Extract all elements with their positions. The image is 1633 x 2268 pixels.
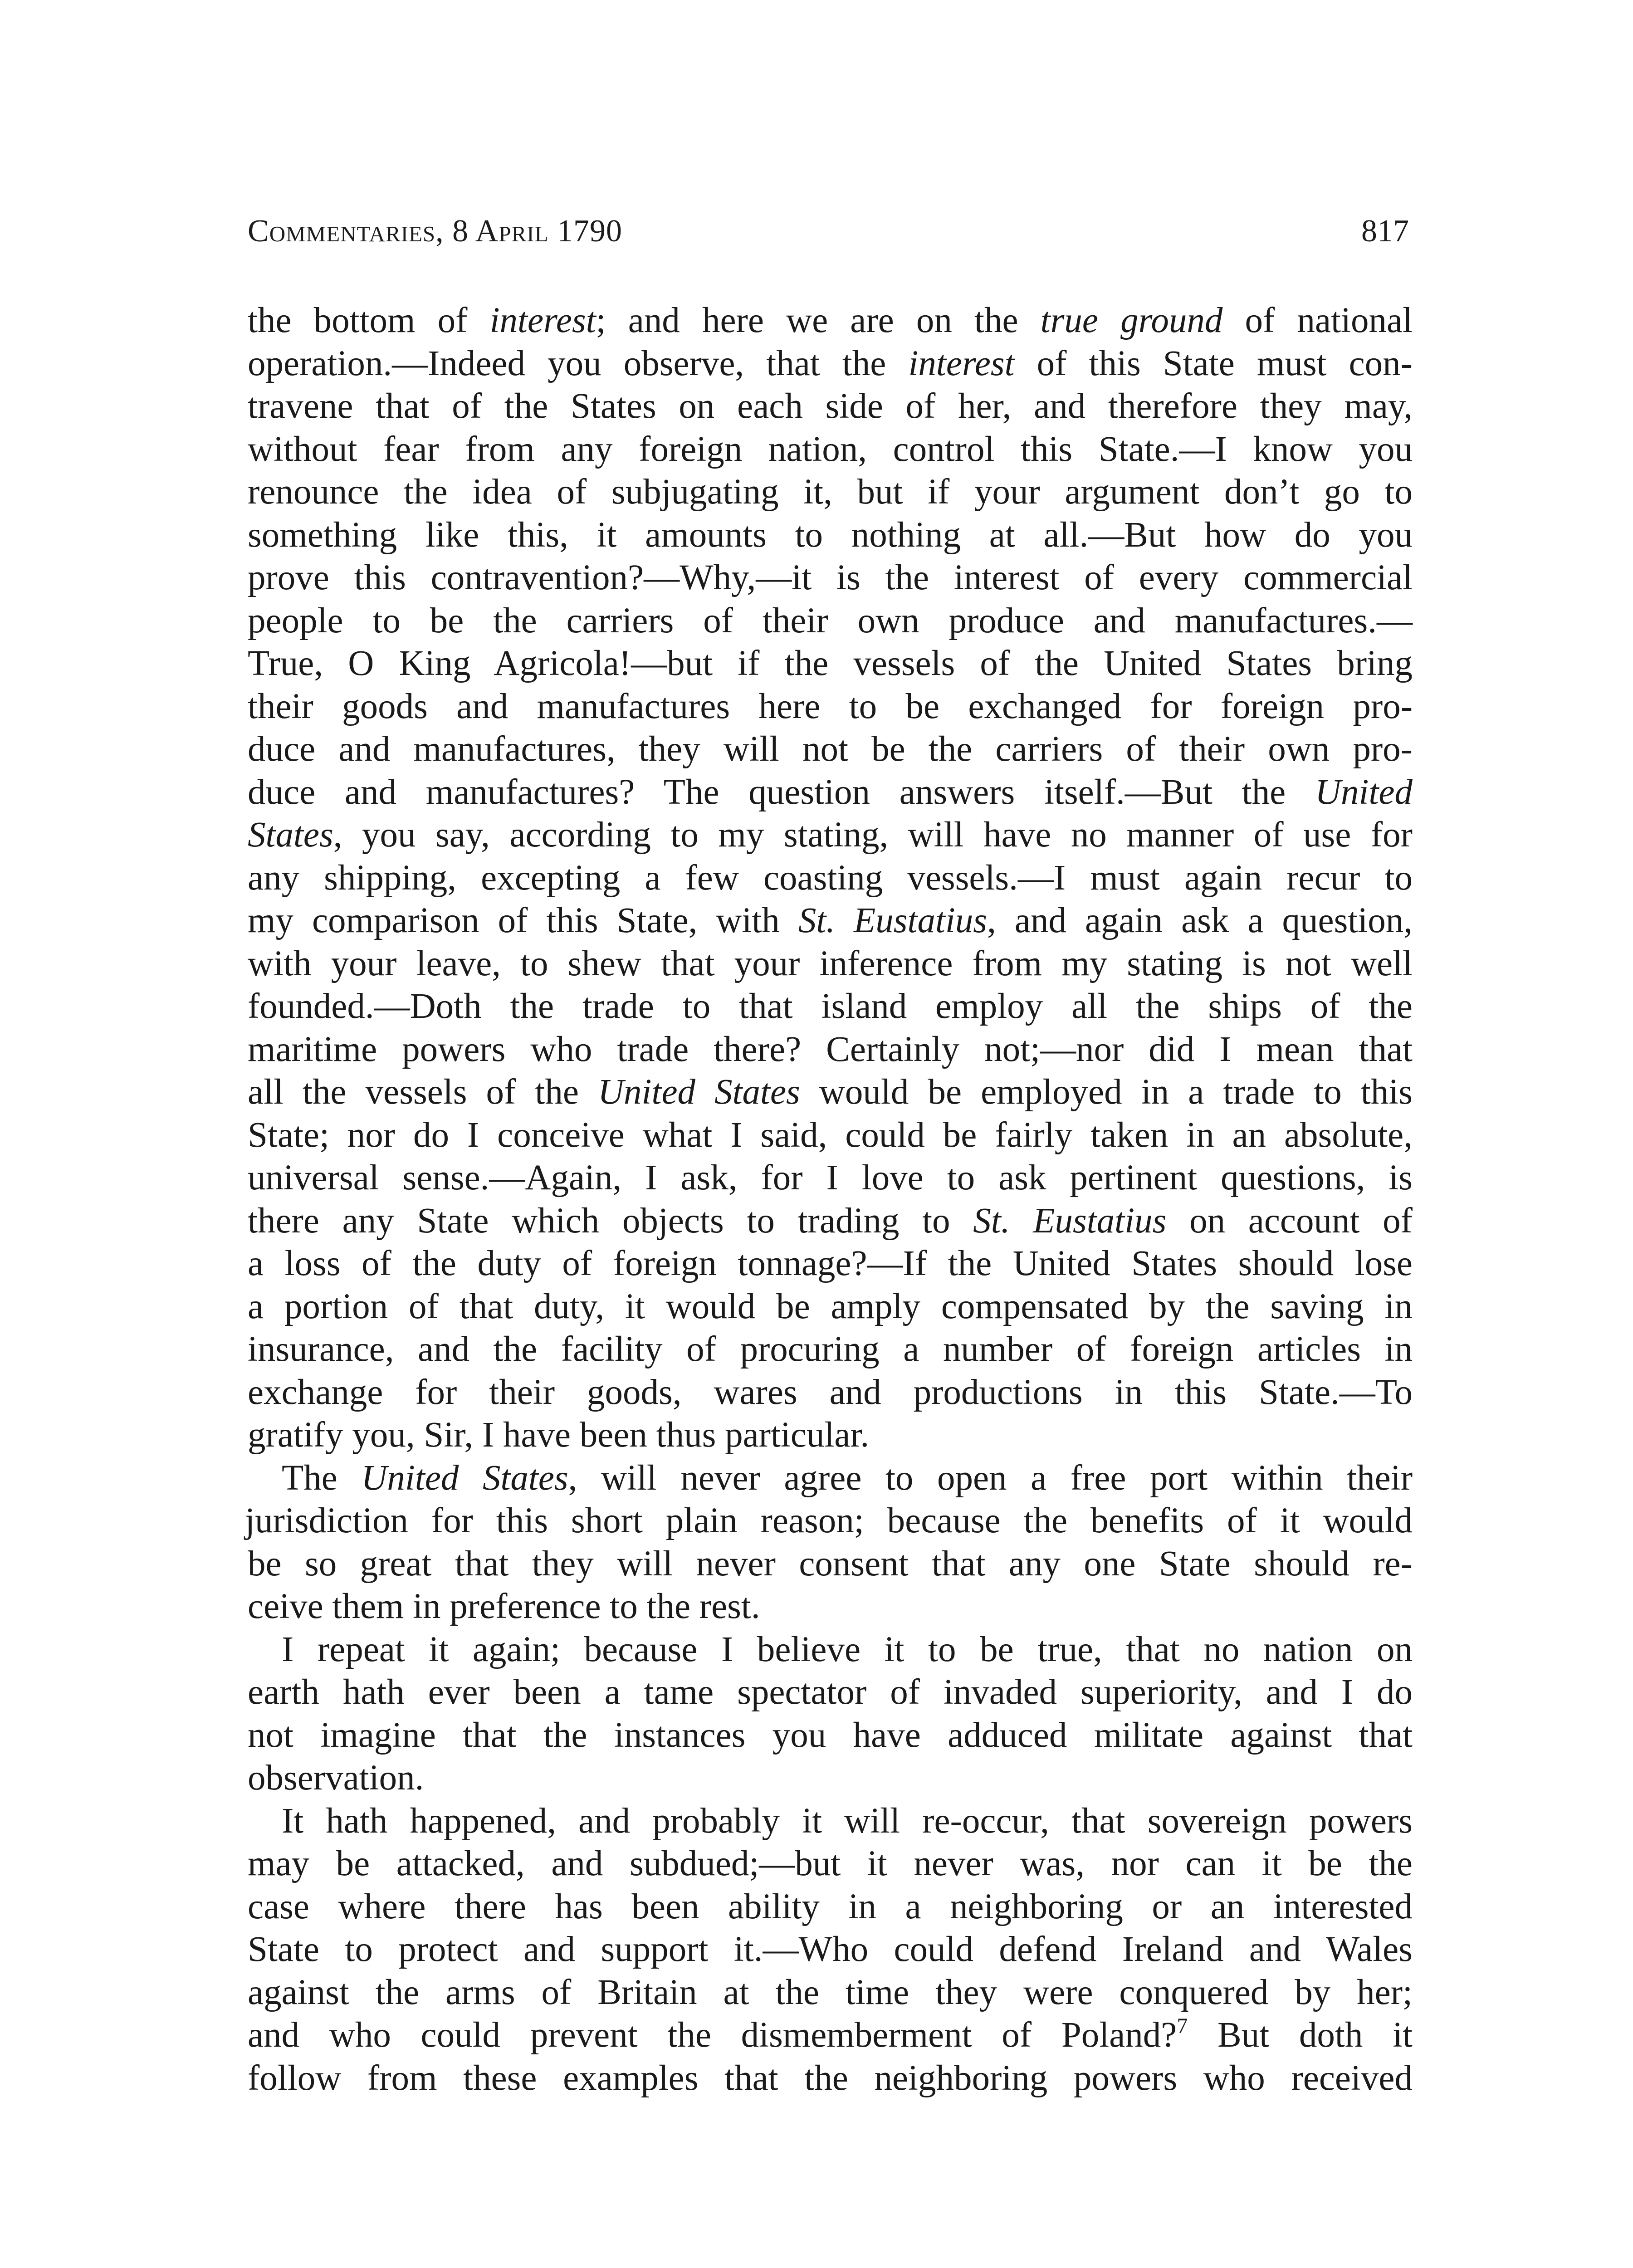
text-line: case where there has been ability in a neighboring or an interested	[248, 1887, 1413, 1926]
text-line: against the arms of Britain at the time they were conquered by her;	[248, 1972, 1413, 2012]
text-line: prove this contravention?—Why,—it is the interest of every commercial	[248, 558, 1413, 597]
text-line: people to be the carriers of their own produce and manufactures.—	[248, 601, 1413, 640]
text-line: their goods and manufactures here to be exchanged for foreign pro-	[248, 686, 1413, 726]
text-line: there any State which objects to trading to St. Eustatius on account of	[248, 1201, 1413, 1241]
page-number: 817	[1361, 214, 1409, 249]
text-line: travene that of the States on each side of her, and therefore they may,	[248, 386, 1413, 426]
running-head	[248, 213, 1409, 268]
text-line: State; nor do I conceive what I said, could be fairly taken in an absolute,	[248, 1115, 1413, 1155]
text-line: exchange for their goods, wares and productions in this State.—To	[248, 1372, 1413, 1412]
text-line: with your leave, to shew that your inference from my stating is not well	[248, 943, 1413, 983]
text-line: ceive them in preference to the rest.	[248, 1587, 760, 1626]
text-line: follow from these examples that the neighboring powers who received	[248, 2058, 1413, 2098]
text-line: may be attacked, and subdued;—but it never was, nor can it be the	[248, 1844, 1413, 1883]
text-line: something like this, it amounts to nothing at all.—But how do you	[248, 515, 1413, 555]
text-line: operation.—Indeed you observe, that the interest of this State must con-	[248, 343, 1413, 383]
text-line: be so great that they will never consent that any one State should re-	[248, 1544, 1413, 1584]
text-line: earth hath ever been a tame spectator of invaded superiority, and I do	[248, 1672, 1413, 1712]
text-line: True, O King Agricola!—but if the vessels of the United States bring	[248, 644, 1413, 683]
text-line: universal sense.—Again, I ask, for I love to ask pertinent questions, is	[248, 1158, 1413, 1198]
text-line: founded.—Doth the trade to that island employ all the ships of the	[248, 987, 1413, 1026]
text-line: duce and manufactures, they will not be the carriers of their own pro-	[248, 729, 1413, 769]
text-line: jurisdiction for this short plain reason; because the benefits of it would	[245, 1501, 1413, 1540]
text-line: the bottom of interest; and here we are on the true ground of national	[248, 301, 1413, 340]
running-head-title: Commentaries, 8 April 1790	[248, 214, 623, 249]
text-line: duce and manufactures? The question answers itself.—But the United	[248, 772, 1413, 812]
paragraph-start-line: I repeat it again; because I believe it to be true, that no nation on	[282, 1629, 1413, 1669]
text-line: any shipping, excepting a few coasting vessels.—I must again recur to	[248, 858, 1413, 898]
paragraph-start-line: The United States, will never agree to open a free port within their	[282, 1458, 1413, 1498]
paragraph-start-line: It hath happened, and probably it will re-occur, that sovereign powers	[282, 1801, 1413, 1841]
text-line: my comparison of this State, with St. Eustatius, and again ask a question,	[248, 901, 1413, 940]
text-line: insurance, and the facility of procuring a number of foreign articles in	[248, 1330, 1413, 1369]
text-line: maritime powers who trade there? Certainly not;—nor did I mean that	[248, 1029, 1413, 1069]
body-text	[245, 299, 1413, 2100]
text-line: not imagine that the instances you have adduced militate against that	[248, 1715, 1413, 1755]
footnote-ref[interactable]: 7	[1177, 2014, 1188, 2038]
text-line: observation.	[248, 1758, 424, 1798]
text-line: a portion of that duty, it would be amply compensated by the saving in	[248, 1286, 1413, 1326]
text-line: State to protect and support it.—Who could defend Ireland and Wales	[248, 1930, 1413, 1969]
text-line: renounce the idea of subjugating it, but if your argument don’t go to	[248, 472, 1413, 512]
text-line: without fear from any foreign nation, control this State.—I know you	[248, 429, 1413, 469]
text-line: all the vessels of the United States would be employed in a trade to this	[248, 1072, 1413, 1112]
text-line: a loss of the duty of foreign tonnage?—If the United States should lose	[248, 1244, 1413, 1283]
text-line: gratify you, Sir, I have been thus particular.	[248, 1415, 870, 1455]
text-line: States, you say, according to my stating, will have no manner of use for	[248, 815, 1413, 855]
text-line: and who could prevent the dismemberment of Poland?$^7$ But doth it	[248, 2014, 1413, 2055]
